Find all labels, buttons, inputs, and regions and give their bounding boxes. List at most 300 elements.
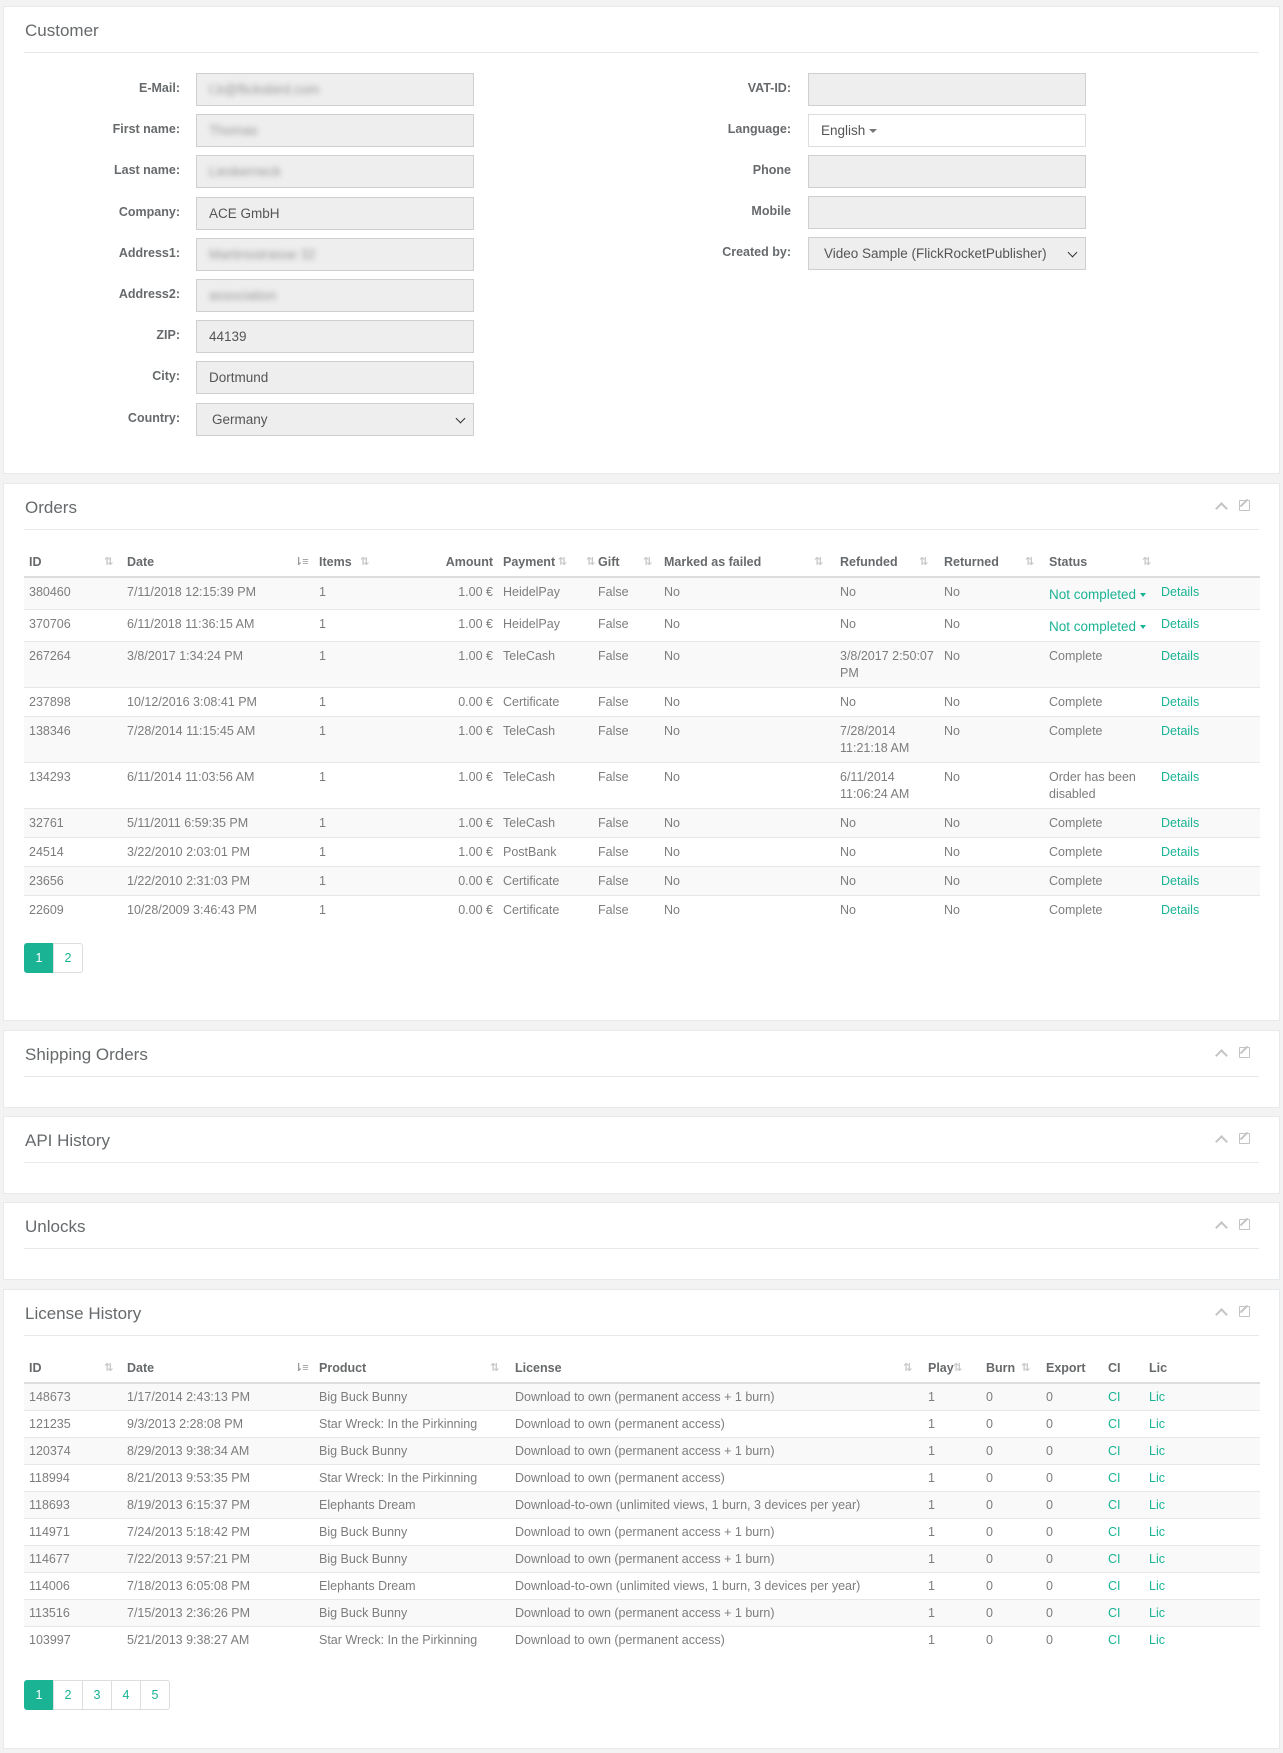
last-name-field[interactable] [196, 155, 474, 188]
order-date-cell: 3/8/2017 1:34:24 PM [122, 642, 314, 688]
license-product-cell: Big Buck Bunny [314, 1383, 510, 1411]
details-link[interactable]: Details [1156, 688, 1260, 717]
column-header-marked-as-failed[interactable] [659, 547, 835, 577]
order-refunded-cell: 7/28/2014 11:21:18 AM [835, 717, 939, 763]
order-status-cell [1044, 763, 1156, 809]
created-by-label: Created by: [722, 245, 791, 259]
sort-icon[interactable]: ⇂≡ [294, 1362, 308, 1374]
license-license-cell: Download to own (permanent access) [510, 1465, 923, 1492]
license-license-cell: Download to own (permanent access + 1 burn) [510, 1546, 923, 1573]
license-burn-cell: 0 [981, 1383, 1041, 1411]
orders-panel [3, 483, 1280, 1021]
license-id-cell: 148673 [24, 1383, 122, 1411]
license-burn-cell: 0 [981, 1546, 1041, 1573]
company-field[interactable] [196, 197, 474, 230]
order-status-cell [1044, 642, 1156, 688]
panel-title: Unlocks [25, 1217, 86, 1236]
order-gift-cell: False [593, 577, 659, 610]
lic-link[interactable]: Lic [1144, 1411, 1260, 1438]
license-product-cell: Star Wreck: In the Pirkinning [314, 1627, 510, 1654]
license-burn-cell: 0 [981, 1519, 1041, 1546]
first-name-label: First name: [112, 122, 180, 137]
sort-icon[interactable]: ⇅ [1142, 556, 1151, 568]
sort-icon[interactable]: ⇅ [360, 556, 369, 568]
order-amount-cell: 1.00 € [396, 610, 498, 642]
order-status-cell[interactable] [1044, 610, 1156, 642]
chevron-up-icon[interactable] [1215, 1221, 1228, 1234]
order-payment-cell: TeleCash [498, 763, 593, 809]
column-header-product[interactable] [314, 1353, 510, 1383]
first-name-value: Thomas [209, 123, 258, 139]
details-link[interactable]: Details [1156, 809, 1260, 838]
license-export-cell: 0 [1041, 1383, 1103, 1411]
sort-icon[interactable]: ⇅ [919, 556, 928, 568]
order-failed-cell: No [659, 838, 835, 867]
ci-link[interactable]: CI [1103, 1600, 1144, 1627]
order-payment-cell: HeidelPay [498, 610, 593, 642]
chevron-up-icon[interactable] [1215, 1135, 1228, 1148]
mobile-field[interactable] [808, 196, 1086, 229]
order-id-cell: 134293 [24, 763, 122, 809]
panel-tools [1215, 1047, 1255, 1063]
license-row [24, 1492, 1260, 1519]
order-failed-cell: No [659, 763, 835, 809]
license-date-cell: 7/22/2013 9:57:21 PM [122, 1546, 314, 1573]
column-header-id[interactable] [24, 547, 122, 577]
order-refunded-cell: 3/8/2017 2:50:07 PM [835, 642, 939, 688]
license-date-cell: 8/29/2013 9:38:34 AM [122, 1438, 314, 1465]
order-date-cell: 6/11/2014 11:03:56 AM [122, 763, 314, 809]
lic-link[interactable]: Lic [1144, 1600, 1260, 1627]
ci-link[interactable]: CI [1103, 1465, 1144, 1492]
status-label: Complete [1049, 816, 1103, 830]
sort-icon[interactable]: ⇅ [814, 556, 823, 568]
column-header-label: Date [127, 1360, 155, 1375]
license-row [24, 1465, 1260, 1492]
order-payment-cell: Certificate [498, 867, 593, 896]
license-burn-cell: 0 [981, 1627, 1041, 1654]
license-row [24, 1627, 1260, 1654]
order-date-cell: 3/22/2010 2:03:01 PM [122, 838, 314, 867]
license-date-cell: 8/19/2013 6:15:37 PM [122, 1492, 314, 1519]
license-license-cell: Download to own (permanent access) [510, 1411, 923, 1438]
order-failed-cell: No [659, 867, 835, 896]
language-label: Language: [727, 122, 791, 136]
license-product-cell: Star Wreck: In the Pirkinning [314, 1411, 510, 1438]
order-date-cell: 7/11/2018 12:15:39 PM [122, 577, 314, 610]
order-id-cell: 22609 [24, 896, 122, 925]
page-button-1[interactable]: 1 [24, 943, 54, 973]
edit-icon[interactable] [1239, 1133, 1250, 1144]
company-value: ACE GmbH [209, 205, 280, 221]
order-date-cell: 10/12/2016 3:08:41 PM [122, 688, 314, 717]
order-id-cell: 23656 [24, 867, 122, 896]
ci-link[interactable]: CI [1103, 1492, 1144, 1519]
last-name-label: Last name: [114, 163, 180, 178]
order-failed-cell: No [659, 896, 835, 925]
license-product-cell: Star Wreck: In the Pirkinning [314, 1465, 510, 1492]
order-id-cell: 237898 [24, 688, 122, 717]
panel-title: Customer [25, 21, 99, 40]
column-header-label: CI [1108, 1360, 1121, 1375]
column-header-payment[interactable] [498, 547, 593, 577]
phone-field[interactable] [808, 155, 1086, 188]
column-header-status[interactable] [1044, 547, 1156, 577]
details-link[interactable]: Details [1156, 642, 1260, 688]
status-dropdown[interactable] [1049, 618, 1146, 635]
details-link[interactable]: Details [1156, 610, 1260, 642]
page-button-2[interactable]: 2 [53, 1680, 83, 1710]
order-gift-cell: False [593, 763, 659, 809]
order-row [24, 809, 1260, 838]
page-button-3[interactable]: 3 [82, 1680, 112, 1710]
order-row [24, 688, 1260, 717]
license-history-panel-header [24, 1290, 1259, 1336]
column-header-date[interactable] [122, 547, 314, 577]
order-amount-cell: 0.00 € [396, 896, 498, 925]
page-button-5[interactable]: 5 [140, 1680, 170, 1710]
column-header-label: Returned [944, 554, 999, 569]
order-items-cell: 1 [314, 867, 396, 896]
company-label: Company: [118, 204, 180, 219]
edit-icon[interactable] [1239, 1047, 1250, 1058]
order-refunded-cell: 6/11/2014 11:06:24 AM [835, 763, 939, 809]
order-failed-cell: No [659, 577, 835, 610]
details-link[interactable]: Details [1156, 867, 1260, 896]
order-refunded-cell: No [835, 577, 939, 610]
details-link[interactable]: Details [1156, 838, 1260, 867]
order-status-cell [1044, 717, 1156, 763]
order-status-cell [1044, 896, 1156, 925]
license-pagination [24, 1680, 170, 1710]
column-header-label: Export [1046, 1360, 1086, 1375]
lic-link[interactable]: Lic [1144, 1492, 1260, 1519]
order-failed-cell: No [659, 717, 835, 763]
sort-icon[interactable]: ⇂≡ [294, 556, 308, 568]
license-id-cell: 114677 [24, 1546, 122, 1573]
ci-link[interactable]: CI [1103, 1573, 1144, 1600]
order-items-cell: 1 [314, 688, 396, 717]
license-history-panel [3, 1289, 1280, 1749]
license-license-cell: Download to own (permanent access + 1 burn) [510, 1438, 923, 1465]
unlocks-panel-header [24, 1203, 1259, 1249]
order-payment-cell: PostBank [498, 838, 593, 867]
order-returned-cell: No [939, 688, 1044, 717]
customer-panel [3, 6, 1280, 474]
first-name-field[interactable] [196, 114, 474, 147]
license-play-cell: 1 [923, 1600, 981, 1627]
column-header-gift[interactable] [593, 547, 659, 577]
license-product-cell: Big Buck Bunny [314, 1438, 510, 1465]
order-failed-cell: No [659, 642, 835, 688]
column-header-label: Amount [445, 554, 493, 569]
order-failed-cell: No [659, 688, 835, 717]
order-items-cell: 1 [314, 642, 396, 688]
lic-link[interactable]: Lic [1144, 1546, 1260, 1573]
order-returned-cell: No [939, 642, 1044, 688]
license-row [24, 1519, 1260, 1546]
ci-link[interactable]: CI [1103, 1519, 1144, 1546]
license-license-cell: Download-to-own (unlimited views, 1 burn, 3 devices per year) [510, 1492, 923, 1519]
sort-icon[interactable]: ⇅ [1025, 556, 1034, 568]
license-play-cell: 1 [923, 1492, 981, 1519]
order-refunded-cell: No [835, 809, 939, 838]
address1-field[interactable] [196, 238, 474, 271]
column-header-label: Date [127, 554, 155, 569]
order-payment-cell: TeleCash [498, 642, 593, 688]
column-header-returned[interactable] [939, 547, 1044, 577]
order-date-cell: 10/28/2009 3:46:43 PM [122, 896, 314, 925]
order-amount-cell: 0.00 € [396, 867, 498, 896]
license-id-cell: 118693 [24, 1492, 122, 1519]
edit-icon[interactable] [1239, 1219, 1250, 1230]
orders-header-row [24, 547, 1260, 577]
column-header-license[interactable] [510, 1353, 923, 1383]
status-label: Complete [1049, 724, 1103, 738]
sort-icon[interactable]: ⇅ [557, 556, 566, 568]
order-payment-cell: Certificate [498, 688, 593, 717]
edit-icon[interactable] [1239, 1306, 1250, 1317]
order-refunded-cell: No [835, 610, 939, 642]
zip-field[interactable] [196, 320, 474, 353]
created-by-value: Video Sample (FlickRocketPublisher) [824, 246, 1047, 261]
panel-title: Shipping Orders [25, 1045, 148, 1064]
license-row [24, 1438, 1260, 1465]
column-header-refunded[interactable] [835, 547, 939, 577]
panel-title: License History [25, 1304, 142, 1323]
lic-link[interactable]: Lic [1144, 1383, 1260, 1411]
lic-link[interactable]: Lic [1144, 1573, 1260, 1600]
order-returned-cell: No [939, 838, 1044, 867]
zip-label: ZIP: [156, 328, 180, 343]
license-export-cell: 0 [1041, 1600, 1103, 1627]
license-play-cell: 1 [923, 1573, 981, 1600]
city-field[interactable] [196, 361, 474, 394]
license-product-cell: Elephants Dream [314, 1492, 510, 1519]
order-id-cell: 380460 [24, 577, 122, 610]
license-date-cell: 7/15/2013 2:36:26 PM [122, 1600, 314, 1627]
order-status-cell [1044, 688, 1156, 717]
country-select[interactable] [196, 403, 474, 436]
order-row [24, 763, 1260, 809]
ci-link[interactable]: CI [1103, 1438, 1144, 1465]
order-payment-cell: TeleCash [498, 809, 593, 838]
license-product-cell: Big Buck Bunny [314, 1600, 510, 1627]
column-header-actions [1156, 547, 1260, 577]
order-row [24, 838, 1260, 867]
order-returned-cell: No [939, 610, 1044, 642]
column-header-label: Status [1049, 554, 1088, 569]
chevron-up-icon[interactable] [1215, 1308, 1228, 1321]
order-payment-cell: HeidelPay [498, 577, 593, 610]
order-returned-cell: No [939, 577, 1044, 610]
order-row [24, 867, 1260, 896]
order-gift-cell: False [593, 867, 659, 896]
order-failed-cell: No [659, 809, 835, 838]
license-play-cell: 1 [923, 1465, 981, 1492]
chevron-up-icon[interactable] [1215, 1049, 1228, 1062]
order-amount-cell: 1.00 € [396, 838, 498, 867]
order-items-cell: 1 [314, 717, 396, 763]
column-header-label: Burn [986, 1360, 1016, 1375]
license-row [24, 1573, 1260, 1600]
ci-link[interactable]: CI [1103, 1546, 1144, 1573]
customer-panel-header [24, 7, 1259, 53]
license-date-cell: 7/24/2013 5:18:42 PM [122, 1519, 314, 1546]
license-export-cell: 0 [1041, 1627, 1103, 1654]
order-status-cell [1044, 809, 1156, 838]
order-status-cell[interactable] [1044, 577, 1156, 610]
column-header-items[interactable] [314, 547, 396, 577]
page-button-1[interactable]: 1 [24, 1680, 54, 1710]
phone-label: Phone [752, 163, 791, 177]
orders-pagination [24, 943, 83, 973]
license-license-cell: Download to own (permanent access + 1 burn) [510, 1383, 923, 1411]
license-play-cell: 1 [923, 1438, 981, 1465]
sort-icon[interactable]: ⇅ [104, 1362, 113, 1374]
country-label: Country: [127, 410, 180, 425]
order-date-cell: 5/11/2011 6:59:35 PM [122, 809, 314, 838]
shipping-orders-panel-header [24, 1031, 1259, 1077]
sort-icon[interactable]: ⇅ [643, 556, 652, 568]
city-label: City: [152, 369, 180, 384]
license-burn-cell: 0 [981, 1600, 1041, 1627]
license-play-cell: 1 [923, 1411, 981, 1438]
order-gift-cell: False [593, 610, 659, 642]
column-header-label: Gift [598, 554, 620, 569]
order-id-cell: 32761 [24, 809, 122, 838]
ci-link[interactable]: CI [1103, 1627, 1144, 1654]
order-amount-cell: 1.00 € [396, 642, 498, 688]
column-header-label: ID [29, 554, 42, 569]
status-dropdown[interactable] [1049, 586, 1146, 603]
license-license-cell: Download to own (permanent access + 1 burn) [510, 1600, 923, 1627]
address2-value: association [209, 288, 277, 303]
license-date-cell: 8/21/2013 9:53:35 PM [122, 1465, 314, 1492]
unlocks-panel [3, 1202, 1280, 1280]
zip-value: 44139 [209, 329, 247, 345]
license-play-cell: 1 [923, 1383, 981, 1411]
license-export-cell: 0 [1041, 1465, 1103, 1492]
vat-id-field[interactable] [808, 73, 1086, 106]
e-mail-value: t.b@flicksbird.com [209, 82, 320, 97]
license-license-cell: Download to own (permanent access + 1 burn) [510, 1519, 923, 1546]
page-button-4[interactable]: 4 [111, 1680, 141, 1710]
order-date-cell: 1/22/2010 2:31:03 PM [122, 867, 314, 896]
license-date-cell: 7/18/2013 6:05:08 PM [122, 1573, 314, 1600]
license-id-cell: 113516 [24, 1600, 122, 1627]
ci-link[interactable]: CI [1103, 1411, 1144, 1438]
status-label: Complete [1049, 874, 1103, 888]
language-dropdown[interactable] [808, 114, 1086, 147]
column-header-burn[interactable] [981, 1353, 1041, 1383]
lic-link[interactable]: Lic [1144, 1519, 1260, 1546]
status-label: Order has been disabled [1049, 770, 1136, 801]
order-row [24, 610, 1260, 642]
license-burn-cell: 0 [981, 1411, 1041, 1438]
column-header-ci[interactable] [1103, 1353, 1144, 1383]
address1-value: Martinsstrasse 32 [209, 246, 316, 262]
order-returned-cell: No [939, 896, 1044, 925]
order-amount-cell: 0.00 € [396, 688, 498, 717]
created-by-select[interactable] [808, 237, 1086, 270]
license-burn-cell: 0 [981, 1573, 1041, 1600]
column-header-label: Product [319, 1360, 367, 1375]
e-mail-field[interactable] [196, 73, 474, 106]
order-gift-cell: False [593, 896, 659, 925]
sort-icon[interactable]: ⇅ [104, 556, 113, 568]
column-header-play[interactable] [923, 1353, 981, 1383]
column-header-label: Play [928, 1360, 954, 1375]
edit-icon[interactable] [1239, 500, 1250, 511]
status-label: Not completed [1049, 619, 1137, 634]
license-id-cell: 120374 [24, 1438, 122, 1465]
sort-icon[interactable]: ⇅ [953, 1362, 962, 1374]
caret-down-icon [869, 129, 877, 133]
chevron-up-icon[interactable] [1215, 502, 1228, 515]
license-export-cell: 0 [1041, 1546, 1103, 1573]
page-button-2[interactable]: 2 [53, 943, 83, 973]
address1-label: Address1: [118, 245, 180, 260]
details-link[interactable]: Details [1156, 577, 1260, 610]
chevron-down-icon [456, 413, 466, 423]
column-header-date[interactable] [122, 1353, 314, 1383]
order-returned-cell: No [939, 763, 1044, 809]
ci-link[interactable]: CI [1103, 1383, 1144, 1411]
license-id-cell: 118994 [24, 1465, 122, 1492]
column-header-label: License [515, 1360, 562, 1375]
caret-down-icon [1140, 593, 1146, 597]
column-header-id[interactable] [24, 1353, 122, 1383]
order-returned-cell: No [939, 867, 1044, 896]
order-items-cell: 1 [314, 763, 396, 809]
sort-icon[interactable]: ⇅ [586, 556, 595, 568]
order-items-cell: 1 [314, 838, 396, 867]
address2-field[interactable] [196, 279, 474, 312]
panel-tools [1215, 1133, 1255, 1149]
column-header-export[interactable] [1041, 1353, 1103, 1383]
order-row [24, 577, 1260, 610]
lic-link[interactable]: Lic [1144, 1465, 1260, 1492]
order-items-cell: 1 [314, 809, 396, 838]
column-header-lic[interactable] [1144, 1353, 1260, 1383]
order-refunded-cell: No [835, 896, 939, 925]
vat-id-label: VAT-ID: [747, 81, 791, 95]
license-row [24, 1383, 1260, 1411]
sort-icon[interactable]: ⇅ [490, 1362, 499, 1374]
lic-link[interactable]: Lic [1144, 1438, 1260, 1465]
status-label: Complete [1049, 903, 1103, 917]
order-id-cell: 370706 [24, 610, 122, 642]
license-export-cell: 0 [1041, 1438, 1103, 1465]
sort-icon[interactable]: ⇅ [903, 1362, 912, 1374]
license-product-cell: Elephants Dream [314, 1573, 510, 1600]
order-amount-cell: 1.00 € [396, 717, 498, 763]
lic-link[interactable]: Lic [1144, 1627, 1260, 1654]
order-date-cell: 6/11/2018 11:36:15 AM [122, 610, 314, 642]
orders-panel-header [24, 484, 1259, 530]
order-gift-cell: False [593, 642, 659, 688]
order-items-cell: 1 [314, 896, 396, 925]
panel-tools [1215, 1219, 1255, 1235]
column-header-label: ID [29, 1360, 42, 1375]
sort-icon[interactable]: ⇅ [1021, 1362, 1030, 1374]
details-link[interactable]: Details [1156, 896, 1260, 925]
order-row [24, 642, 1260, 688]
details-link[interactable]: Details [1156, 717, 1260, 763]
details-link[interactable]: Details [1156, 763, 1260, 809]
order-row [24, 717, 1260, 763]
